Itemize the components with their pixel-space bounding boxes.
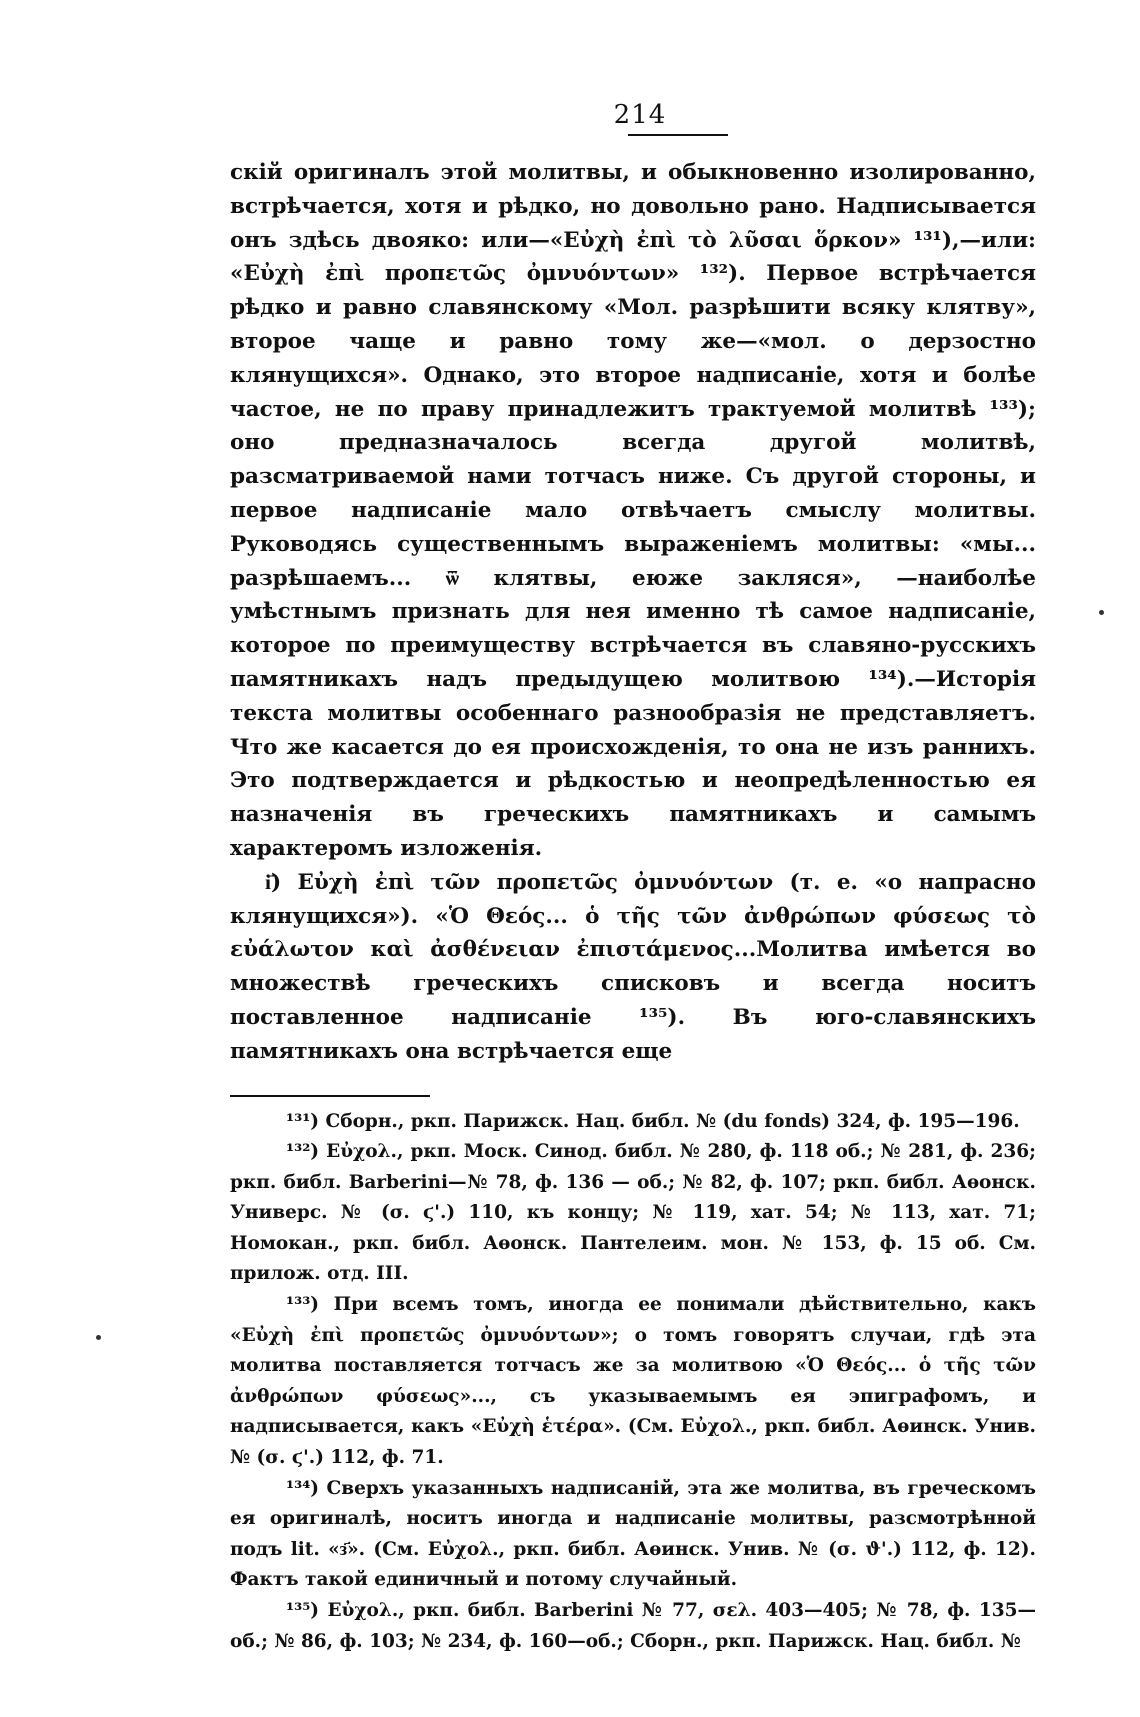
footnote-134: ¹³⁴) Сверхъ указанныхъ надписаній, эта же молитва, въ греческомъ ея оригиналѣ, носитъ иногда и надписаніе молитвы, разсмотрѣнной подъ lit. «з҃». (См. Εὐχολ., ркп. библ. Аѳинск. Унив. № (σ. ϑ'.) 112, ф. 12). Фактъ такой единичный и потому случайный.: [230, 1477, 1036, 1591]
footnote-132: ¹³²) Εὐχολ., ркп. Моск. Синод. библ. № 280, ф. 118 об.; № 281, ф. 236; ркп. библ. Barberini—№ 78, ф. 136 — об.; № 82, ф. 107; ркп. библ. Аѳонск. Универс. № (σ. ϛ'.) 110, къ концу; № 119, хат. 54; № 113, хат. 71; Номокан., ркп. библ. Аѳонск. Пантелеим. мон. № 153, ф. 15 об. См. прилож. отд. III.: [230, 1141, 1036, 1285]
page-number: 214: [613, 100, 667, 130]
footnotes: [230, 1107, 1036, 1658]
book-page: [230, 100, 1036, 1680]
scan-speck: [1099, 610, 1104, 615]
footnote-133: ¹³³) При всемъ томъ, иногда ее понимали дѣйствительно, какъ «Εὐχὴ ἐπὶ προπετῶς ὀμνυόντων»; о томъ говорятъ случаи, гдѣ эта молитва поставляется тотчасъ же за молитвою «Ὁ Θεός... ὁ τῆς τῶν ἀνθρώπων φύσεως»..., съ указываемымъ ея эпиграфомъ, и надписывается, какъ «Εὐχὴ ἑτέρα». (См. Εὐχολ., ркп. библ. Аѳинск. Унив. № (σ. ϛ'.) 112, ф. 71.: [230, 1294, 1036, 1469]
paragraph-prayer-entry: і҃) Εὐχὴ ἐπὶ τῶν προπετῶς ὀμνυόντων (т. е. «о напрасно клянущихся»). «Ὁ Θεός... ὁ τῆς τῶν ἀνθρώπων φύσεως τὸ εὐάλωτον καὶ ἀσθένειαν ἐπιστάμενος...Молитва имѣется во множествѣ греческихъ списковъ и всегда носитъ поставленное надписаніе ¹³⁵). Въ юго-славянскихъ памятникахъ она встрѣчается еще: [230, 869, 1036, 1064]
main-text: [230, 156, 1036, 1069]
footnote-131: ¹³¹) Сборн., ркп. Парижск. Нац. библ. № (du fonds) 324, ф. 195—196.: [286, 1110, 1020, 1132]
scan-speck: [96, 1335, 101, 1340]
page-number-rule: [628, 134, 728, 136]
footnote-separator: [230, 1095, 430, 1097]
paragraph-continuation: скій оригиналъ этой молитвы, и обыкновенно изолированно, встрѣчается, хотя и рѣдко, но довольно рано. Надписывается онъ здѣсь двояко: или—«Εὐχὴ ἐπὶ τὸ λῦσαι ὅρκον» ¹³¹),—или: «Εὐχὴ ἐπὶ προπετῶς ὀμνυόντων» ¹³²). Первое встрѣчается рѣдко и равно славянскому «Мол. разрѣшити всяку клятву», второе чаще и равно тому же—«мол. о дерзостно клянущихся». Однако, это второе надписаніе, хотя и болѣе частое, не по праву принадлежитъ трактуемой молитвѣ ¹³³); оно предназначалось всегда другой молитвѣ, разсматриваемой нами тотчасъ ниже. Съ другой стороны, и первое надписаніе мало отвѣчаетъ смыслу молитвы. Руководясь существеннымъ выраженіемъ молитвы: «мы... разрѣшаемъ... ѿ клятвы, еюже закляся», —наиболѣе умѣстнымъ признать для нея именно тѣ самое надписаніе, которое по преимуществу встрѣчается въ славяно-русскихъ памятникахъ надъ предыдущею молитвою ¹³⁴).—Исторія текста молитвы особеннаго разнообразія не представляетъ. Что же касается до ея происхожденія, то она не изъ раннихъ. Это подтверждается и рѣдкостью и неопредѣленностью ея назначенія въ греческихъ памятникахъ и самымъ характеромъ изложенія.: [230, 160, 1036, 861]
footnote-135: ¹³⁵) Εὐχολ., ркп. библ. Barberini № 77, σελ. 403—405; № 78, ф. 135—об.; № 86, ф. 103; № 234, ф. 160—об.; Сборн., ркп. Парижск. Нац. библ. №: [230, 1600, 1036, 1652]
